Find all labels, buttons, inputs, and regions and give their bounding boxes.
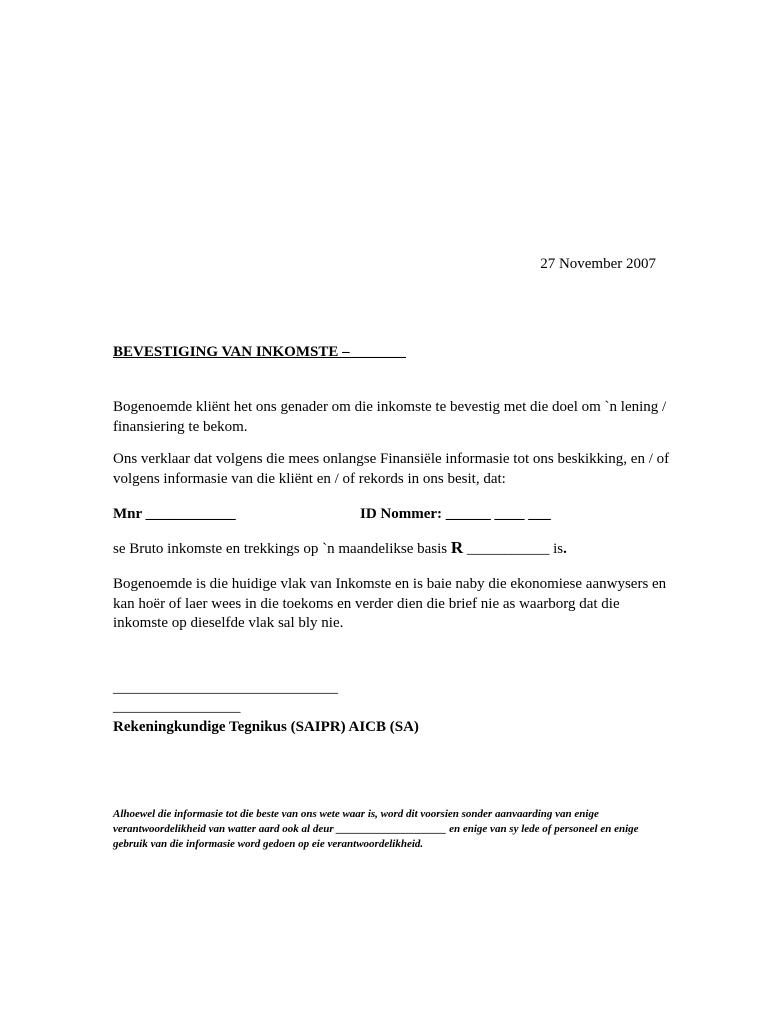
id-number-field: ID Nommer: ______ ____ ___ (360, 506, 551, 522)
declaration-paragraph: Ons verklaar dat volgens die mees onlangse Finansiële informasie tot ons beskikking, en / of volgens informasie van die kliënt en / of rekords in ons besit, dat: (113, 451, 670, 487)
intro-paragraph: Bogenoemde kliënt het ons genader om die inkomste te bevestig met die doel om `n lening / finansiering te bekom. (113, 399, 667, 435)
currency-label: R (450, 538, 464, 557)
letter-title: BEVESTIGING VAN INKOMSTE – _______ (113, 344, 406, 360)
signature-line: ______________________________ (113, 680, 338, 696)
income-statement (113, 538, 567, 559)
income-level-paragraph: Bogenoemde is die huidige vlak van Inkomste en is baie naby die ekonomiese aanwysers en kan hoër of laer wees in die toekoms en verder dien die brief nie as waarborg dat die inkomste op dieselfde vlak sal bly nie. (113, 576, 667, 631)
signature-line-secondary: _________________ (113, 699, 241, 715)
income-period: . (563, 541, 567, 557)
income-amount-blank: ___________ is (463, 541, 564, 557)
income-prefix: se Bruto inkomste en trekkings op `n maandelikse basis (113, 541, 451, 557)
letter-date: 27 November 2007 (540, 256, 656, 272)
disclaimer-text: Alhoewel die informasie tot die beste van ons wete waar is, word dit voorsien sonder aanvaarding van enige verantwoordelikheid van watter aard ook al deur ____________________ en enige van sy lede of personeel en enige gebruik van die informasie word gedoen op eie verantwoordelikheid. (113, 808, 639, 850)
mnr-field: Mnr ____________ (113, 506, 236, 522)
signatory-title: Rekeningkundige Tegnikus (SAIPR) AICB (SA) (113, 719, 419, 735)
